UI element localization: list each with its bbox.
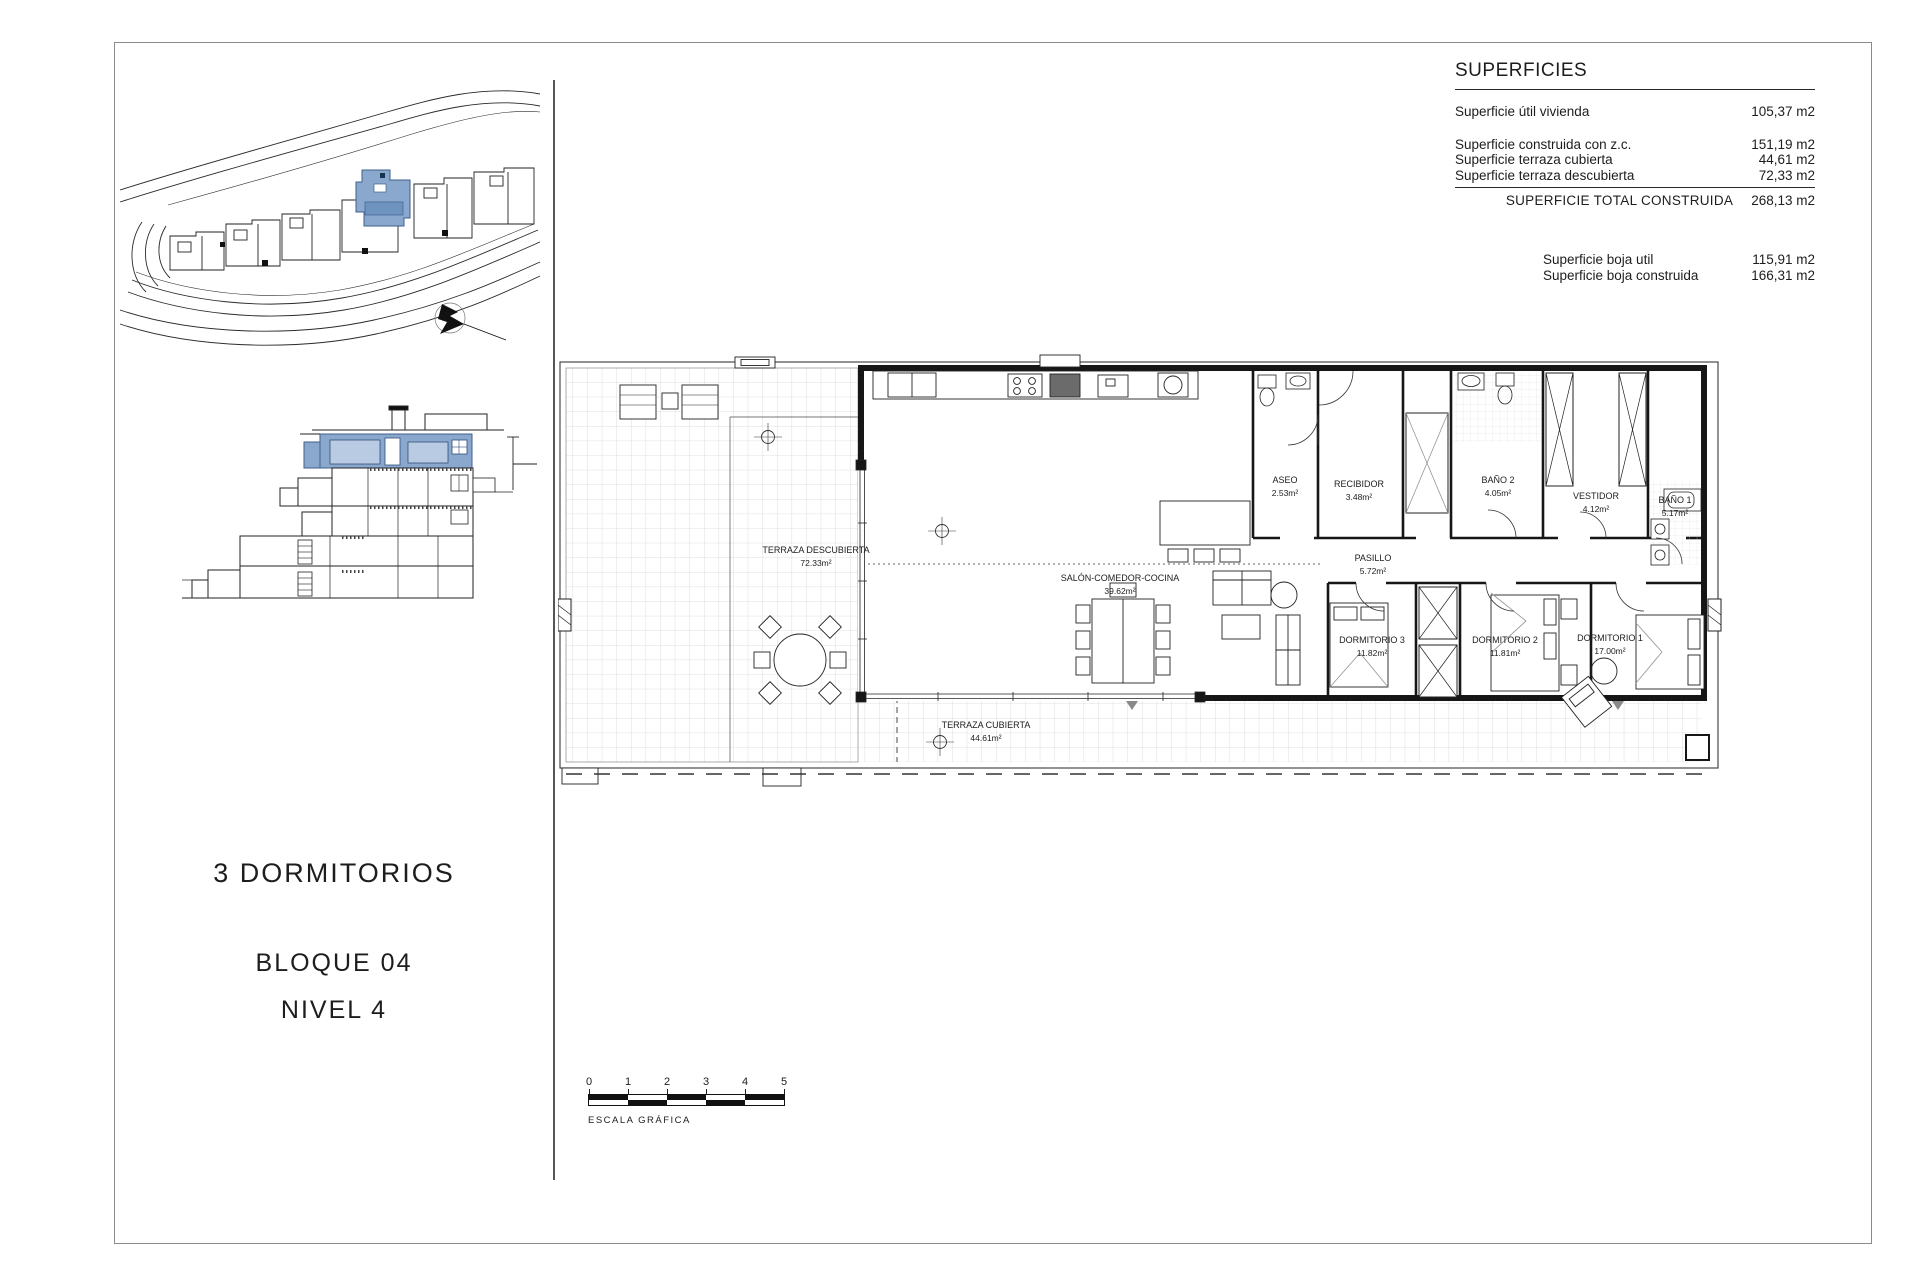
svg-text:DORMITORIO 3: DORMITORIO 3 <box>1339 635 1405 645</box>
svg-text:DORMITORIO 1: DORMITORIO 1 <box>1577 633 1643 643</box>
svg-text:VESTIDOR: VESTIDOR <box>1572 491 1620 501</box>
scale-tickmarks <box>588 1089 808 1094</box>
svg-text:TERRAZA DESCUBIERTA: TERRAZA DESCUBIERTA <box>762 545 870 555</box>
surface-row: Superficie boja util 115,91 m2 <box>1543 252 1815 267</box>
section-reference-lines <box>507 437 537 490</box>
surface-group <box>1455 137 1815 184</box>
surfaces-heading: SUPERFICIES <box>1455 60 1815 90</box>
svg-text:4.05m²: 4.05m² <box>1484 488 1512 498</box>
surface-row: Superficie útil vivienda 105,37 m2 <box>1455 104 1815 119</box>
svg-text:BAÑO 1: BAÑO 1 <box>1658 495 1692 505</box>
surface-area-table <box>1455 60 1815 283</box>
graphic-scale <box>585 1076 808 1126</box>
svg-text:11.82m²: 11.82m² <box>1356 648 1388 658</box>
kitchen-island <box>1160 501 1250 562</box>
site-plan <box>112 72 544 354</box>
shower-box <box>1406 413 1448 513</box>
block-title: BLOQUE 04 <box>255 949 413 977</box>
surface-row: Superficie terraza cubierta 44,61 m2 <box>1455 152 1815 167</box>
svg-text:44.61m²: 44.61m² <box>970 733 1002 743</box>
svg-text:SALÓN-COMEDOR-COCINA: SALÓN-COMEDOR-COCINA <box>1060 573 1180 583</box>
bath1-fixtures <box>1650 481 1701 565</box>
surface-row: Superficie construida con z.c. 151,19 m2 <box>1455 136 1815 152</box>
svg-text:5.17m²: 5.17m² <box>1661 508 1689 518</box>
svg-text:RECIBIDOR: RECIBIDOR <box>1333 479 1385 489</box>
svg-text:11.81m²: 11.81m² <box>1489 648 1521 658</box>
svg-text:72.33m²: 72.33m² <box>800 558 832 568</box>
scale-strip <box>588 1094 785 1106</box>
section-roof <box>300 406 504 434</box>
bed-dorm3 <box>1330 603 1388 687</box>
building-section <box>180 382 540 614</box>
bath2-fixtures <box>1454 372 1541 442</box>
section-lower-floors <box>182 468 513 598</box>
north-arrow-icon <box>435 303 506 340</box>
section-highlight-floor <box>304 434 472 468</box>
scale-numbers: 0 1 2 3 4 5 <box>585 1076 788 1088</box>
site-highlighted-building <box>356 170 410 226</box>
svg-text:3.48m²: 3.48m² <box>1345 492 1373 502</box>
surface-row: Superficie boja construida 166,31 m2 <box>1543 267 1815 283</box>
kitchen-counter <box>873 371 1198 399</box>
unit-type-title: 3 DORMITORIOS <box>213 858 455 888</box>
boja-group <box>1455 252 1815 283</box>
svg-text:BAÑO 2: BAÑO 2 <box>1481 475 1515 485</box>
svg-text:5.72m²: 5.72m² <box>1359 566 1387 576</box>
svg-text:17.00m²: 17.00m² <box>1594 646 1626 656</box>
table-rule <box>1455 187 1815 188</box>
floor-plan <box>558 353 1723 818</box>
column-divider <box>553 80 555 1180</box>
svg-text:PASILLO: PASILLO <box>1354 553 1392 563</box>
level-title: NIVEL 4 <box>280 996 388 1024</box>
sheet-title-block <box>134 858 534 1025</box>
scale-caption: ESCALA GRÁFICA <box>588 1115 691 1126</box>
svg-text:TERRAZA CUBIERTA: TERRAZA CUBIERTA <box>941 720 1031 730</box>
svg-text:DORMITORIO 2: DORMITORIO 2 <box>1472 635 1538 645</box>
svg-text:4.12m²: 4.12m² <box>1582 504 1610 514</box>
surface-total-row: SUPERFICIE TOTAL CONSTRUIDA 268,13 m2 <box>1505 193 1815 208</box>
surface-row: Superficie terraza descubierta 72,33 m2 <box>1455 167 1815 183</box>
svg-text:39.62m²: 39.62m² <box>1104 586 1136 596</box>
svg-text:ASEO: ASEO <box>1272 475 1298 485</box>
svg-text:2.53m²: 2.53m² <box>1271 488 1299 498</box>
